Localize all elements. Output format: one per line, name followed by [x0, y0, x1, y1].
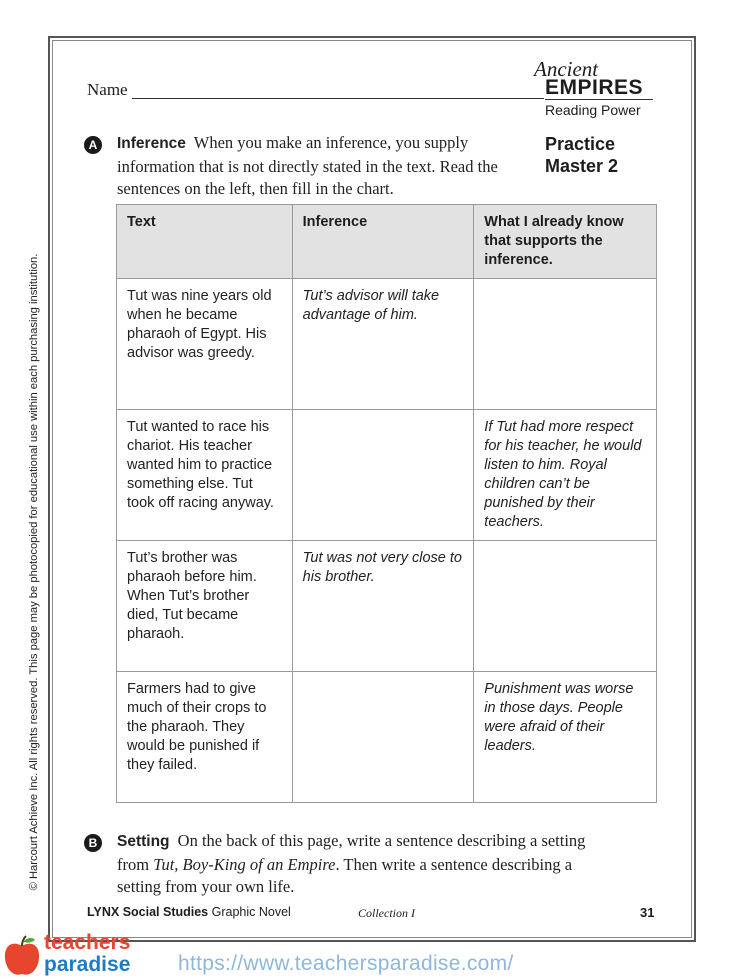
cell-knowledge[interactable]: [474, 541, 657, 672]
copyright-notice: © Harcourt Achieve Inc. All rights reserved. This page may be photocopied for educational use within each purchasing institution.: [28, 253, 40, 891]
master-line: Master 2: [545, 156, 619, 176]
table-row: [117, 541, 657, 672]
series-subtitle: Reading Power: [545, 102, 641, 118]
cell-knowledge[interactable]: [474, 279, 657, 410]
cell-knowledge: If Tut had more respect for his teacher, he would listen to him. Royal children can’t be punished by their teachers.: [474, 410, 657, 541]
footer-subject: Social Studies: [122, 905, 209, 919]
section-b-text-before: On the back of this page, write a sentence describing a setting from: [117, 831, 586, 874]
chart-header-row: [117, 205, 657, 279]
section-b-text-after: . Then write a sentence describing a setting from your own life.: [117, 854, 573, 896]
footer-collection: Collection I: [358, 906, 415, 920]
section-a-text: When you make an inference, you supply information that is not directly stated in the text. Read the sentences on the left, then fill in the chart.: [117, 133, 498, 198]
cell-knowledge: Punishment was worse in those days. People were afraid of their leaders.: [474, 672, 657, 803]
section-b-heading: Setting: [117, 833, 170, 850]
cell-text: Tut wanted to race his chariot. His teacher wanted him to practice something else. Tut took off racing anyway.: [117, 410, 293, 541]
page-number: 31: [640, 905, 655, 920]
cell-inference: Tut’s advisor will take advantage of him.: [292, 279, 474, 410]
column-header-prior-knowledge: What I already know that supports the inference.: [474, 205, 657, 279]
column-header-inference: Inference: [292, 205, 474, 279]
cell-text: Tut was nine years old when he became pharaoh of Egypt. His advisor was greedy.: [117, 279, 293, 410]
practice-line: Practice: [545, 134, 616, 154]
section-b-badge: B: [84, 834, 102, 852]
footer-lynx: LYNX: [87, 905, 120, 919]
logo-line-teachers: teachers: [44, 931, 131, 954]
apple-icon: [2, 934, 42, 978]
column-header-text: Text: [117, 205, 293, 279]
table-row: [117, 410, 657, 541]
section-a-badge: A: [84, 136, 102, 154]
cell-inference[interactable]: [292, 410, 474, 541]
book-title: Tut, Boy-King of an Empire: [153, 854, 336, 874]
series-title-rule: [545, 99, 653, 100]
footer-format: Graphic Novel: [211, 905, 291, 919]
watermark-url: https://www.teachersparadise.com/: [178, 952, 514, 975]
inference-chart: [116, 204, 657, 803]
practice-master-title: [545, 133, 618, 177]
cell-text: Tut’s brother was pharaoh before him. When Tut’s brother died, Tut became pharaoh.: [117, 541, 293, 672]
logo-wordmark: [44, 932, 130, 976]
name-write-line[interactable]: [132, 98, 544, 99]
footer-series: [87, 905, 291, 919]
table-row: [117, 672, 657, 803]
cell-inference[interactable]: [292, 672, 474, 803]
name-label: Name: [87, 80, 128, 99]
section-a-instructions: [117, 132, 517, 201]
logo-line-paradise: paradise: [44, 953, 131, 976]
section-b-instructions: [117, 830, 587, 899]
cell-inference: Tut was not very close to his brother.: [292, 541, 474, 672]
cell-text: Farmers had to give much of their crops to the pharaoh. They would be punished if they failed.: [117, 672, 293, 803]
table-row: [117, 279, 657, 410]
series-title-empires: EMPIRES: [545, 76, 644, 99]
teachers-paradise-logo: [2, 928, 152, 978]
section-a-heading: Inference: [117, 135, 186, 152]
series-title-ancient: Ancient: [534, 57, 599, 81]
